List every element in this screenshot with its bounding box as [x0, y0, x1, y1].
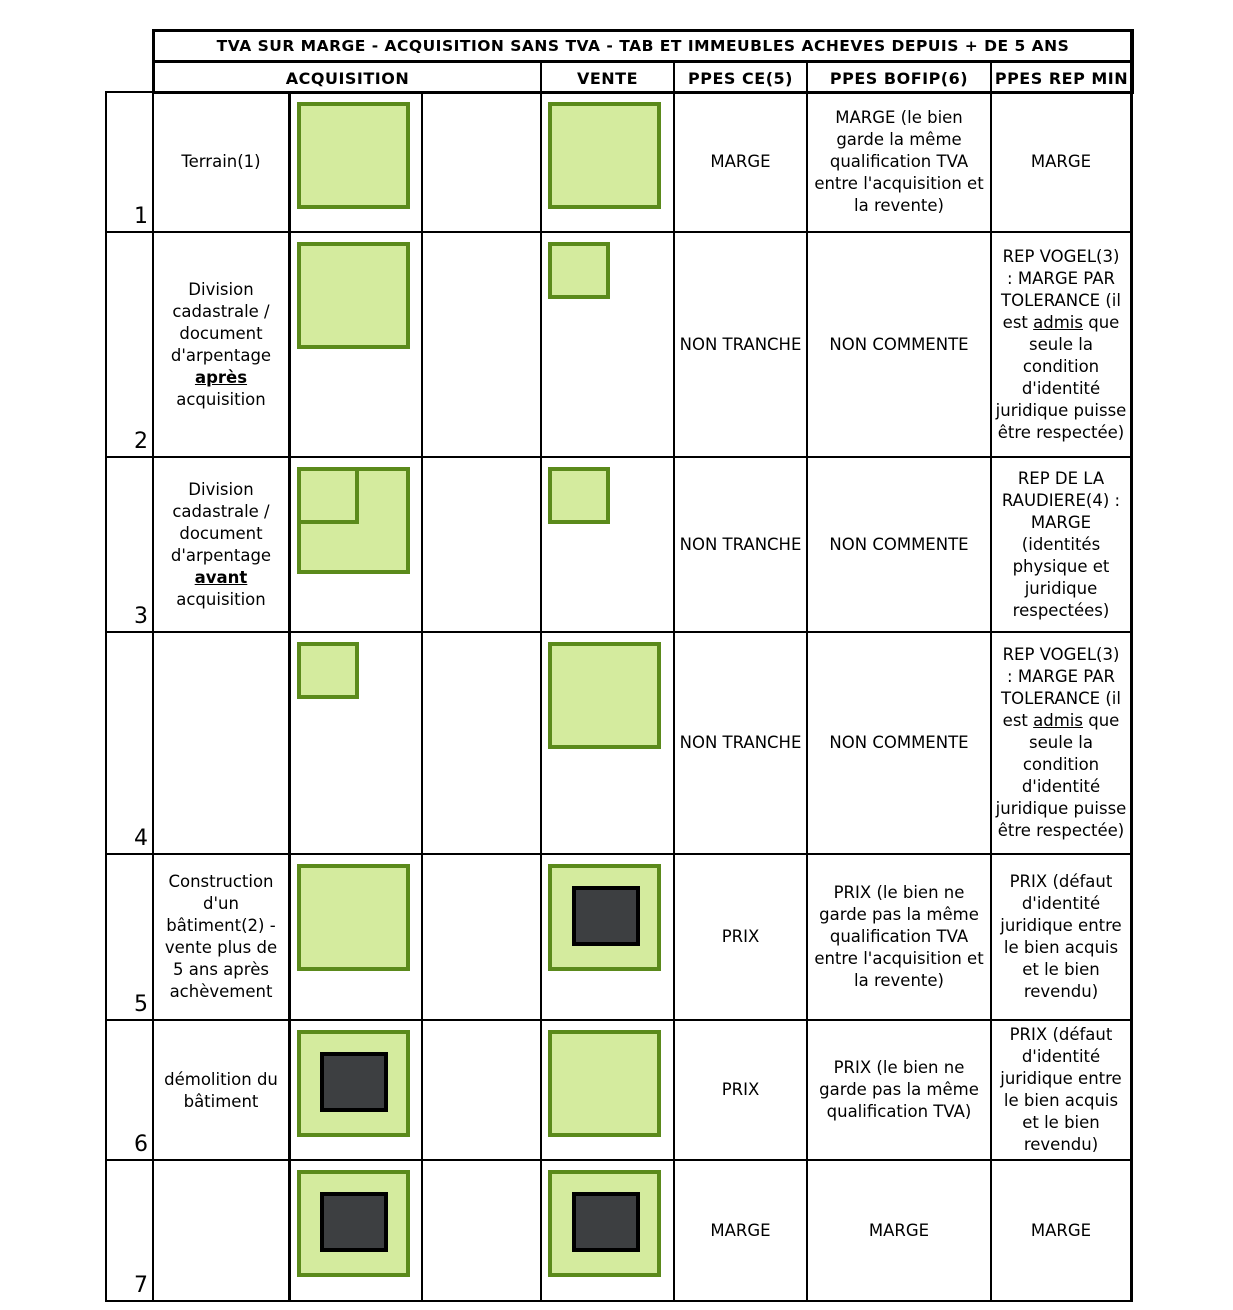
building-icon — [572, 886, 640, 946]
header-ppes-ce: PPES CE(5) — [688, 68, 793, 88]
ppes-rep-min-value: PRIX (défaut d'identité juridique entre le bien acquis et le bien revendu) — [1000, 1025, 1122, 1154]
ppes-rep-min-value — [992, 233, 1130, 456]
row-label: Construction d'un bâtiment(2) - vente plus de 5 ans après achèvement — [164, 872, 278, 1001]
acquisition-parcel-division — [297, 467, 359, 524]
ppes-bofip-value: NON COMMENTE — [829, 534, 969, 554]
ppes-ce-value: MARGE — [710, 152, 771, 171]
row-number: 2 — [134, 429, 148, 454]
building-icon — [320, 1192, 388, 1252]
ppes-ce-value: NON TRANCHE — [679, 334, 802, 354]
sale-parcel — [548, 642, 661, 749]
sale-parcel-part — [548, 242, 610, 299]
ppes-rep-min-value: REP DE LA RAUDIERE(4) : MARGE (identités physique et juridique respectées) — [1001, 468, 1121, 620]
header-ppes-rep-min: PPES REP MIN — [994, 68, 1129, 88]
ppes-ce-value: PRIX — [721, 927, 760, 946]
sale-parcel — [548, 1030, 661, 1137]
header-ppes-bofip: PPES BOFIP(6) — [829, 68, 969, 88]
row-label-emphasis: avant — [194, 567, 248, 587]
row-number: 3 — [134, 604, 148, 629]
rep-emphasis: admis — [1033, 711, 1083, 730]
acquisition-parcel — [297, 864, 410, 971]
row-label — [154, 233, 288, 456]
row-number: 7 — [134, 1273, 148, 1298]
ppes-rep-min-value: MARGE — [1030, 152, 1092, 171]
header-vente: VENTE — [576, 68, 639, 88]
ppes-bofip-value: PRIX (le bien ne garde pas la même qualification TVA entre l'acquisition et la revente) — [814, 883, 984, 990]
rep-text-end: que seule la condition d'identité juridique puisse être respectée) — [995, 711, 1127, 840]
rep-text-end: que seule la condition d'identité juridique puisse être respectée) — [995, 312, 1127, 442]
table-title: TVA SUR MARGE - ACQUISITION SANS TVA - TAB ET IMMEUBLES ACHEVES DEPUIS + DE 5 ANS — [216, 37, 1070, 55]
acquisition-parcel-small — [297, 642, 359, 699]
rep-text: REP VOGEL(3) : MARGE PAR TOLERANCE (il est — [1001, 645, 1121, 730]
row-label — [154, 458, 288, 631]
ppes-ce-value: NON TRANCHE — [679, 534, 802, 554]
acquisition-parcel — [297, 102, 410, 209]
building-icon — [572, 1192, 640, 1252]
row-label: Terrain(1) — [181, 152, 261, 171]
row-number: 4 — [134, 826, 148, 851]
row-label-text: Division cadastrale / document d'arpentage — [170, 479, 272, 565]
ppes-bofip-value: NON COMMENTE — [829, 733, 969, 752]
row-label-emphasis: après — [194, 367, 248, 387]
ppes-rep-min-value — [992, 633, 1130, 853]
ppes-bofip-value: MARGE — [868, 1220, 930, 1240]
row-number: 1 — [134, 204, 148, 229]
ppes-bofip-value: NON COMMENTE — [829, 334, 969, 354]
row-label-text: Division cadastrale / document d'arpentage — [170, 279, 272, 365]
ppes-rep-min-value: MARGE — [1030, 1220, 1092, 1240]
ppes-bofip-value: MARGE (le bien garde la même qualification TVA entre l'acquisition et la revente) — [814, 108, 984, 215]
row-number: 6 — [134, 1132, 148, 1157]
rep-emphasis: admis — [1033, 312, 1083, 332]
ppes-rep-min-value: PRIX (défaut d'identité juridique entre le bien acquis et le bien revendu) — [1000, 872, 1122, 1001]
header-acquisition: ACQUISITION — [285, 68, 410, 88]
row-label-text-end: acquisition — [176, 589, 266, 609]
acquisition-parcel — [297, 242, 410, 349]
rep-text: REP VOGEL(3) : MARGE PAR TOLERANCE (il est — [1001, 246, 1121, 332]
row-label-text-end: acquisition — [176, 389, 266, 409]
ppes-bofip-value: PRIX (le bien ne garde pas la même qualification TVA) — [819, 1058, 979, 1121]
ppes-ce-value: NON TRANCHE — [679, 733, 802, 752]
building-icon — [320, 1052, 388, 1112]
ppes-ce-value: MARGE — [710, 1220, 771, 1240]
sale-parcel-part — [548, 467, 610, 524]
row-number: 5 — [134, 992, 148, 1017]
row-label: démolition du bâtiment — [164, 1070, 278, 1111]
sale-parcel — [548, 102, 661, 209]
ppes-ce-value: PRIX — [721, 1080, 760, 1099]
